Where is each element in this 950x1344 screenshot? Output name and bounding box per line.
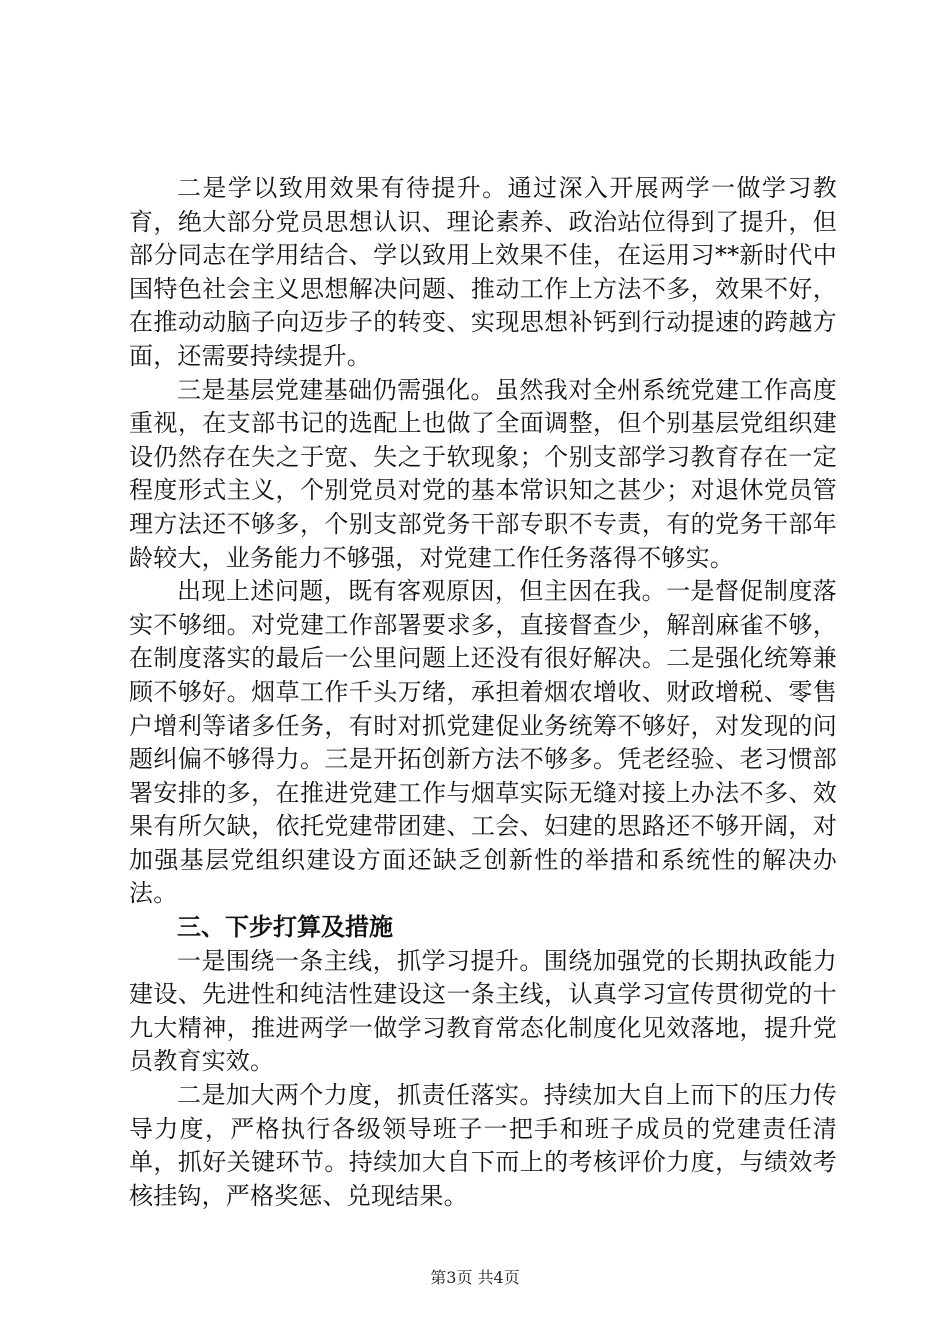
section-heading-next-steps: 三、下步打算及措施 xyxy=(177,913,393,942)
paragraph-main-line: 一是围绕一条主线，抓学习提升。围绕加强党的长期执政能力建设、先进性和纯洁性建设这一条主线，认真学习宣传贯彻党的十九大精神，推进两学一做学习教育常态化制度化见效落地，提升党员教育实效。 xyxy=(129,946,837,1076)
page-number-footer: 第3页 共4页 xyxy=(430,1268,520,1287)
paragraph-cause-analysis: 出现上述问题，既有客观原因，但主因在我。一是督促制度落实不够细。对党建工作部署要求多，直接督查少，解剖麻雀不够，在制度落实的最后一公里问题上还没有很好解决。二是强化统筹兼顾不够好。烟草工作千头万绪，承担着烟农增收、财政增税、零售户增利等诸多任务，有时对抓党建促业务统筹不够好，对发现的问题纠偏不够得力。三是开拓创新方法不够多。凭老经验、老习惯部署安排的多，在推进党建工作与烟草实际无缝对接上办法不多、效果有所欠缺，依托党建带团建、工会、妇建的思路还不够开阔，对加强基层党组织建设方面还缺乏创新性的举措和系统性的解决办法。 xyxy=(129,577,837,908)
paragraph-two-efforts: 二是加大两个力度，抓责任落实。持续加大自上而下的压力传导力度，严格执行各级领导班子一把手和班子成员的党建责任清单，抓好关键环节。持续加大自下而上的考核评价力度，与绩效考核挂钩，严格奖惩、兑现结果。 xyxy=(129,1081,837,1210)
document-body xyxy=(129,172,837,1213)
paragraph-application-effect: 二是学以致用效果有待提升。通过深入开展两学一做学习教育，绝大部分党员思想认识、理论素养、政治站位得到了提升，但部分同志在学用结合、学以致用上效果不佳，在运用习**新时代中国特色社会主义思想解决问题、推动工作上方法不多，效果不好，在推动动脑子向迈步子的转变、实现思想补钙到行动提速的跨越方面，还需要持续提升。 xyxy=(129,174,837,370)
paragraph-grassroots-foundation: 三是基层党建基础仍需强化。虽然我对全州系统党建工作高度重视，在支部书记的选配上也做了全面调整，但个别基层党组织建设仍然存在失之于宽、失之于软现象；个别支部学习教育存在一定程度形式主义，个别党员对党的基本常识知之甚少；对退休党员管理方法还不够多，个别支部党务干部专职不专责，有的党务干部年龄较大，业务能力不够强，对党建工作任务落得不够实。 xyxy=(129,375,837,572)
